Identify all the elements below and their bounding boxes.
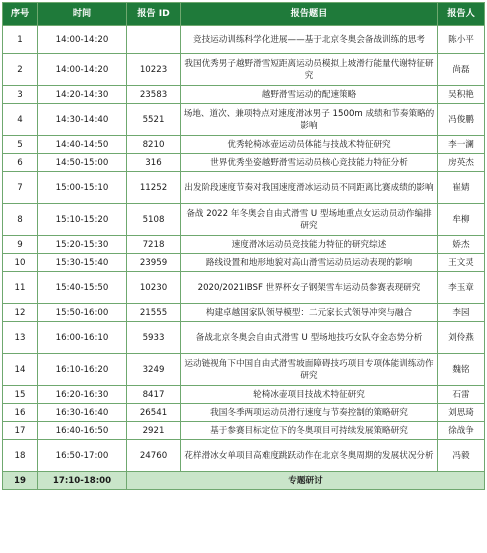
- row-time: 14:40-14:50: [38, 136, 127, 154]
- row-speaker: 冯俊鹏: [438, 104, 485, 136]
- row-speaker: 徐战争: [438, 422, 485, 440]
- row-title: 基于参赛目标定位下的冬奥项目可持续发展策略研究: [181, 422, 438, 440]
- row-title: 轮椅冰壶项目技战术特征研究: [181, 386, 438, 404]
- row-speaker: 石雷: [438, 386, 485, 404]
- row-speaker: 王文灵: [438, 254, 485, 272]
- row-no: 9: [3, 236, 38, 254]
- table-row: [3, 386, 485, 404]
- header-time: 时间: [38, 3, 127, 26]
- header-no: 序号: [3, 3, 38, 26]
- row-no: 5: [3, 136, 38, 154]
- row-speaker: 刘伶燕: [438, 322, 485, 354]
- table-row: [3, 404, 485, 422]
- row-no: 10: [3, 254, 38, 272]
- row-time: 14:00-14:20: [38, 54, 127, 86]
- row-report-id: 8417: [127, 386, 181, 404]
- row-report-id: 24760: [127, 440, 181, 472]
- table-row: [3, 440, 485, 472]
- row-report-id: 7218: [127, 236, 181, 254]
- table-row: [3, 304, 485, 322]
- footer-title: 专题研讨: [127, 472, 485, 490]
- header-row: [3, 3, 485, 26]
- row-no: 2: [3, 54, 38, 86]
- table-row: [3, 172, 485, 204]
- row-title: 2020/2021IBSF 世界杯女子钢架雪车运动员参赛表现研究: [181, 272, 438, 304]
- row-time: 15:40-15:50: [38, 272, 127, 304]
- row-time: 15:00-15:10: [38, 172, 127, 204]
- table-row: [3, 254, 485, 272]
- table-row: [3, 236, 485, 254]
- row-time: 14:00-14:20: [38, 26, 127, 54]
- row-report-id: 21555: [127, 304, 181, 322]
- header-title: 报告题目: [181, 3, 438, 26]
- header-speaker: 报告人: [438, 3, 485, 26]
- schedule-table: [2, 2, 485, 490]
- row-no: 1: [3, 26, 38, 54]
- row-speaker: 魏铭: [438, 354, 485, 386]
- row-no: 7: [3, 172, 38, 204]
- row-time: 16:30-16:40: [38, 404, 127, 422]
- row-speaker: 李一澜: [438, 136, 485, 154]
- row-speaker: 冯毅: [438, 440, 485, 472]
- table-row: [3, 104, 485, 136]
- row-speaker: 牟柳: [438, 204, 485, 236]
- row-no: 15: [3, 386, 38, 404]
- table-row: [3, 204, 485, 236]
- row-no: 3: [3, 86, 38, 104]
- row-report-id: 10223: [127, 54, 181, 86]
- row-title: 我国冬季两项运动员滑行速度与节奏控制的策略研究: [181, 404, 438, 422]
- table-row: [3, 422, 485, 440]
- row-title: 运动链视角下中国自由式滑雪坡面障碍技巧项目专项体能训练动作研究: [181, 354, 438, 386]
- row-no: 11: [3, 272, 38, 304]
- row-time: 15:20-15:30: [38, 236, 127, 254]
- table-row: [3, 54, 485, 86]
- row-speaker: 房英杰: [438, 154, 485, 172]
- row-report-id: 3249: [127, 354, 181, 386]
- row-report-id: 11252: [127, 172, 181, 204]
- row-report-id: 10230: [127, 272, 181, 304]
- table-row: [3, 26, 485, 54]
- row-time: 16:40-16:50: [38, 422, 127, 440]
- row-title: 速度滑冰运动员竞技能力特征的研究综述: [181, 236, 438, 254]
- row-report-id: 23959: [127, 254, 181, 272]
- row-report-id: 8210: [127, 136, 181, 154]
- row-report-id: 26541: [127, 404, 181, 422]
- table-row: [3, 354, 485, 386]
- row-report-id: 23583: [127, 86, 181, 104]
- row-no: 17: [3, 422, 38, 440]
- row-no: 18: [3, 440, 38, 472]
- row-report-id: [127, 26, 181, 54]
- row-time: 16:20-16:30: [38, 386, 127, 404]
- row-no: 16: [3, 404, 38, 422]
- row-no: 12: [3, 304, 38, 322]
- row-no: 13: [3, 322, 38, 354]
- table-row: [3, 136, 485, 154]
- row-speaker: 崔婧: [438, 172, 485, 204]
- row-time: 14:50-15:00: [38, 154, 127, 172]
- row-no: 8: [3, 204, 38, 236]
- footer-row: [3, 472, 485, 490]
- row-speaker: 刘思琦: [438, 404, 485, 422]
- row-time: 15:50-16:00: [38, 304, 127, 322]
- row-title: 路线设置和地形地貌对高山滑雪运动员运动表现的影响: [181, 254, 438, 272]
- row-speaker: 陈小平: [438, 26, 485, 54]
- row-time: 16:00-16:10: [38, 322, 127, 354]
- footer-no: 19: [3, 472, 38, 490]
- row-time: 15:10-15:20: [38, 204, 127, 236]
- row-title: 越野滑雪运动的配速策略: [181, 86, 438, 104]
- row-title: 花样滑冰女单项目高难度跳跃动作在北京冬奥周期的发展状况分析: [181, 440, 438, 472]
- row-speaker: 李玉章: [438, 272, 485, 304]
- row-time: 14:20-14:30: [38, 86, 127, 104]
- header-report-id: 报告 ID: [127, 3, 181, 26]
- row-title: 场地、道次、兼项特点对速度滑冰男子 1500m 成绩和节奏策略的影响: [181, 104, 438, 136]
- row-title: 出发阶段速度节奏对我国速度滑冰运动员不同距离比赛成绩的影响: [181, 172, 438, 204]
- row-report-id: 316: [127, 154, 181, 172]
- table-row: [3, 154, 485, 172]
- row-title: 世界优秀坐姿越野滑雪运动员核心竞技能力特征分析: [181, 154, 438, 172]
- row-report-id: 2921: [127, 422, 181, 440]
- row-title: 我国优秀男子越野滑雪短距离运动员模拟上坡滑行能量代谢特征研究: [181, 54, 438, 86]
- footer-time: 17:10-18:00: [38, 472, 127, 490]
- row-report-id: 5933: [127, 322, 181, 354]
- row-report-id: 5521: [127, 104, 181, 136]
- row-title: 优秀轮椅冰壶运动员体能与技战术特征研究: [181, 136, 438, 154]
- table-row: [3, 322, 485, 354]
- row-title: 备战 2022 年冬奥会自由式滑雪 U 型场地重点女运动员动作编排研究: [181, 204, 438, 236]
- row-title: 构建卓越国家队领导模型：二元家长式领导冲突与融合: [181, 304, 438, 322]
- row-speaker: 李园: [438, 304, 485, 322]
- row-no: 4: [3, 104, 38, 136]
- table-row: [3, 86, 485, 104]
- row-time: 16:50-17:00: [38, 440, 127, 472]
- row-title: 竞技运动训练科学化进展——基于北京冬奥会备战训练的思考: [181, 26, 438, 54]
- row-speaker: 娇杰: [438, 236, 485, 254]
- row-time: 16:10-16:20: [38, 354, 127, 386]
- row-speaker: 吴积艳: [438, 86, 485, 104]
- row-speaker: 尚磊: [438, 54, 485, 86]
- table-row: [3, 272, 485, 304]
- row-no: 14: [3, 354, 38, 386]
- row-title: 备战北京冬奥会自由式滑雪 U 型场地技巧女队夺金态势分析: [181, 322, 438, 354]
- row-report-id: 5108: [127, 204, 181, 236]
- row-time: 15:30-15:40: [38, 254, 127, 272]
- row-no: 6: [3, 154, 38, 172]
- row-time: 14:30-14:40: [38, 104, 127, 136]
